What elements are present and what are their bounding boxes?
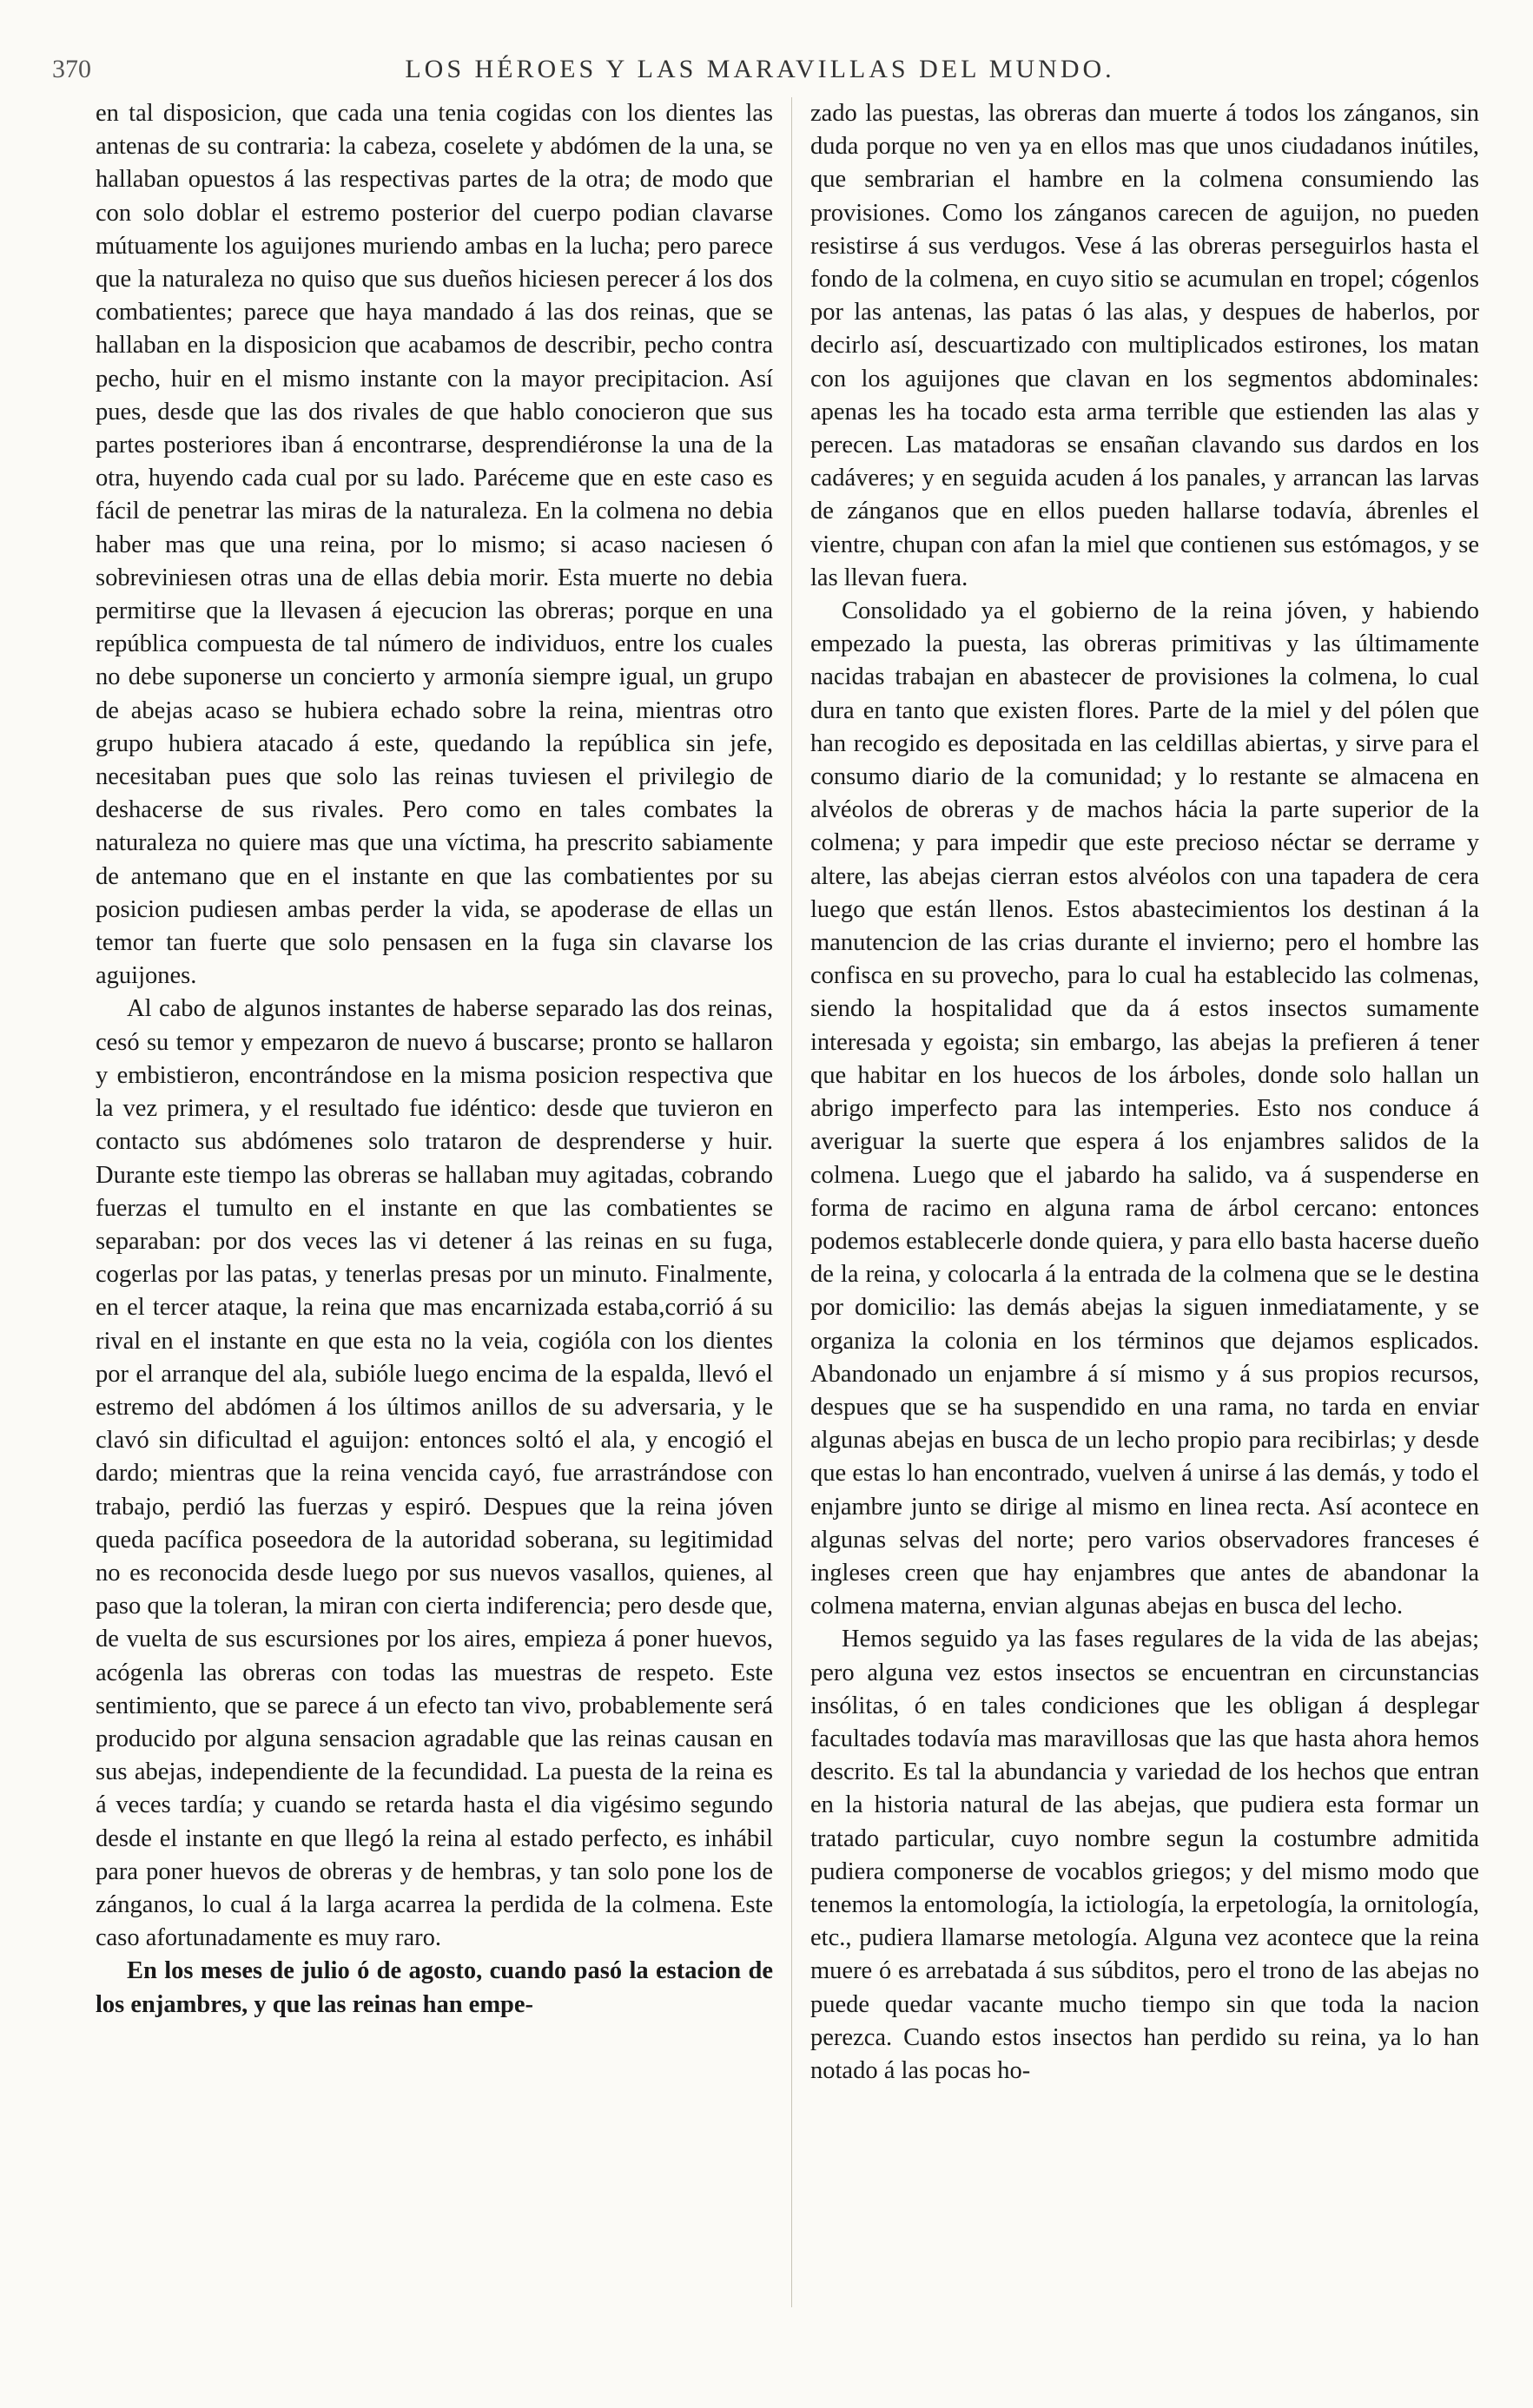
left-column (96, 97, 773, 2320)
right-paragraph-3: Hemos seguido ya las fases regulares de la vida de las abejas; pero alguna vez estos insectos se encuentran en circunstancias insólitas, ó en tales condiciones que les obligan á desplegar facultades todavía mas maravillosas que las que hasta ahora hemos descrito. Es tal la abundancia y variedad de los hechos que entran en la historia natural de las abejas, que pudiera esta formar un tratado particular, cuyo nombre segun la costumbre admitida pudiera componerse de vocablos griegos; y del mismo modo que tenemos la entomología, la ictiología, la erpetología, la ornitología, etc., pudiera llamarse metología. Alguna vez acontece que la reina muere ó es arrebatada á sus súbditos, pero el trono de las abejas no puede quedar vacante mucho tiempo sin que toda la nacion perezca. Cuando estos insectos han perdido su reina, ya lo han notado á las pocas ho- (810, 1626, 1479, 2084)
left-paragraph-3: En los meses de julio ó de agosto, cuando pasó la estacion de los enjambres, y que las reinas han empe- (96, 1957, 773, 2018)
left-paragraph-1: en tal disposicion, que cada una tenia cogidas con los dientes las antenas de su contraria: la cabeza, coselete y abdómen de la una, se hallaban opuestos á las respectivas partes de la otra; de modo que con solo doblar el estremo posterior del cuerpo podian clavarse mútuamente los aguijones muriendo ambas en la lucha; pero parece que la naturaleza no quiso que sus dueños hiciesen perecer á los dos combatientes; parece que haya mandado á las dos reinas, que se hallaban en la disposicion que acabamos de describir, pecho contra pecho, huir en el mismo instante con la mayor precipitacion. Así pues, desde que las dos rivales de que hablo conocieron que sus partes posteriores iban á encontrarse, desprendiéronse la una de la otra, huyendo cada cual por su lado. Paréceme que en este caso es fácil de penetrar las miras de la naturaleza. En la colmena no debia haber mas que una reina, por lo mismo; si acaso naciesen ó sobreviniesen otras una de ellas debia morir. Esta muerte no debia permitirse que la llevasen á ejecucion las obreras; porque en una república compuesta de tal número de individuos, entre los cuales no debe suponerse un concierto y armonía siempre igual, un grupo de abejas acaso se hubiera echado sobre la reina, mientras otro grupo hubiera atacado á este, quedando la república sin jefe, necesitaban pues que solo las reinas tuviesen el privilegio de deshacerse de sus rivales. Pero como en tales combates la naturaleza no quiere mas que una víctima, ha prescrito sabiamente de antemano que en el instante en que las combatientes por su posicion pudiesen ambas perder la vida, se apoderase de ellas un temor tan fuerte que solo pensasen en la fuga sin clavarse los aguijones. (96, 100, 773, 990)
page-number: 370 (52, 55, 91, 83)
left-paragraph-2: Al cabo de algunos instantes de haberse separado las dos reinas, cesó su temor y empezaron de nuevo á buscarse; pronto se hallaron y embistieron, encontrándose en la misma posicion respectiva que la vez primera, y el resultado fue idéntico: desde que tuvieron en contacto sus abdómenes solo trataron de desprenderse y huir. Durante este tiempo las obreras se hallaban muy agitadas, cobrando fuerzas el tumulto en el instante en que las combatientes se separaban: por dos veces las vi detener á las reinas en su fuga, cogerlas por las patas, y tenerlas presas por un minuto. Finalmente, en el tercer ataque, la reina que mas encarnizada estaba,corrió á su rival en el instante en que esta no la veia, cogióla con los dientes por el arranque del ala, subióle luego encima de la espalda, llevó el estremo del abdómen á los últimos anillos de su adversaria, y le clavó sin dificultad el aguijon: entonces soltó el ala, y encogió el dardo; mientras que la reina vencida cayó, fue arrastrándose con trabajo, perdió las fuerzas y espiró. Despues que la reina jóven queda pacífica poseedora de la autoridad soberana, su legitimidad no es reconocida desde luego por sus nuevos vasallos, quienes, al paso que la toleran, la miran con cierta indiferencia; pero desde que, de vuelta de sus escursiones por los aires, empieza á poner huevos, acógenla las obreras con todas las muestras de respeto. Este sentimiento, que se parece á un efecto tan vivo, probablemente será producido por alguna sensacion agradable que las reinas causan en sus abejas, independiente de la fecundidad. La puesta de la reina es á veces tardía; y cuando se retarda hasta el dia vigésimo segundo desde el instante en que llegó la reina al estado perfecto, es inhábil para poner huevos de obreras y de hembras, y tan solo pone los de zánganos, lo cual á la larga acarrea la perdida de la colmena. Este caso afortunadamente es muy raro. (96, 995, 773, 1952)
right-paragraph-1: zado las puestas, las obreras dan muerte á todos los zánganos, sin duda porque no ven ya en ellos mas que unos ciudadanos inútiles, que sembrarian el hambre en la colmena consumiendo las provisiones. Como los zánganos carecen de aguijon, no pueden resistirse á sus verdugos. Vese á las obreras perseguirlos hasta el fondo de la colmena, en cuyo sitio se acumulan en tropel; cógenlos por las antenas, las patas ó las alas, y despues de haberlos, por decirlo así, descuartizado con multiplicados estirones, los matan con los aguijones que clavan en los segmentos abdominales: apenas les ha tocado esta arma terrible que estienden las alas y perecen. Las matadoras se ensañan clavando sus dardos en los cadáveres; y en seguida acuden á los panales, y arrancan las larvas de zánganos que en ellos pueden hallarse todavía, ábrenles el vientre, chupan con afan la miel que contienen sus estómagos, y se las llevan fuera. (810, 100, 1479, 591)
page-header (52, 43, 1481, 96)
column-divider (791, 97, 792, 2307)
right-column (810, 97, 1479, 2320)
running-title: LOS HÉROES Y LAS MARAVILLAS DEL MUNDO. (405, 55, 1115, 83)
right-paragraph-2: Consolidado ya el gobierno de la reina jóven, y habiendo empezado la puesta, las obreras primitivas y las últimamente nacidas trabajan en abastecer de provisiones la colmena, lo cual dura en tanto que existen flores. Parte de la miel y del pólen que han recogido es depositada en las celdillas abiertas, y sirve para el consumo diario de la comunidad; y lo restante se almacena en alvéolos de obreras y de machos hácia la parte superior de la colmena; y para impedir que este precioso néctar se derrame y altere, las abejas cierran estos alvéolos con una tapadera de cera luego que están llenos. Estos abastecimientos los destinan á la manutencion de las crias durante el invierno; pero el hombre las confisca en su provecho, para lo cual ha establecido las colmenas, siendo la hospitalidad que da á estos insectos sumamente interesada y egoista; sin embargo, las abejas la prefieren á tener que habitar en los huecos de los árboles, donde solo hallan un abrigo imperfecto para las intemperies. Esto nos conduce á averiguar la suerte que espera á los enjambres salidos de la colmena. Luego que el jabardo ha salido, va á suspenderse en forma de racimo en alguna rama de árbol cercano: entonces podemos establecerle donde quiera, y para ello basta hacerse dueño de la reina, y colocarla á la entrada de la colmena que se le destina por domicilio: las demás abejas la siguen inmediatamente, y se organiza la colonia en los términos que dejamos esplicados. Abandonado un enjambre á sí mismo y á sus propios recursos, despues que se ha suspendido en una rama, no tarda en enviar algunas abejas en busca de un lecho propio para recibirlas; y desde que estas lo han encontrado, vuelven á unirse á las demás, y todo el enjambre junto se dirige al mismo en linea recta. Así acontece en algunas selvas del norte; pero varios observadores franceses é ingleses creen que hay enjambres que antes de abandonar la colmena materna, envian algunas abejas en busca del lecho. (810, 597, 1479, 1620)
